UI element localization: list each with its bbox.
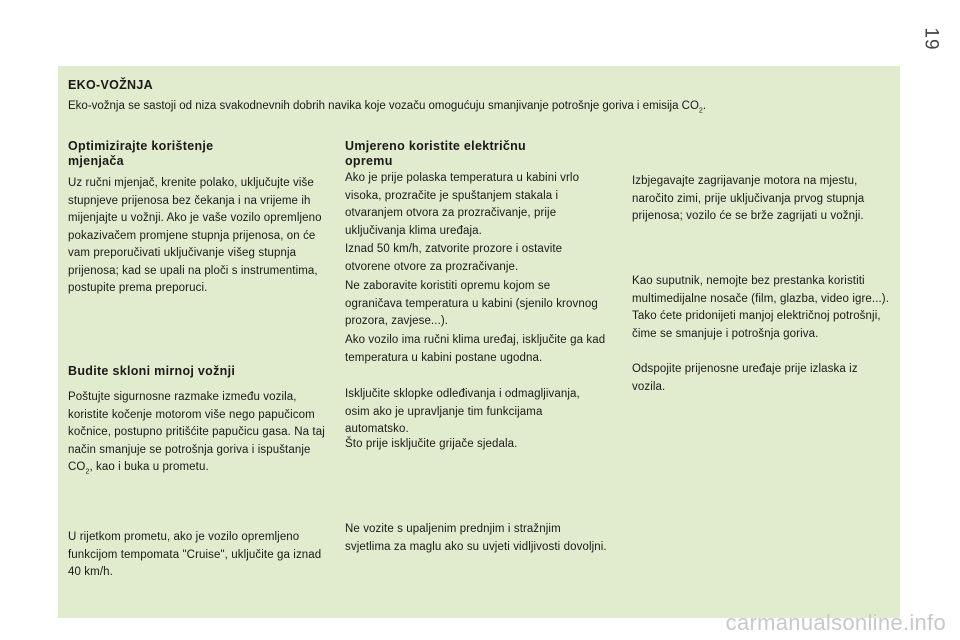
paragraph-seat-heaters: Što prije isključite grijače sjedala. bbox=[345, 438, 518, 450]
paragraph-windows: Iznad 50 km/h, zatvorite prozore i ostavite otvorene otvore za prozračivanje. bbox=[345, 243, 563, 273]
paragraph-demisting: Isključite sklopke odleđivanja i odmagljivanja, osim ako je upravljanje tim funkcijama automatsko. bbox=[345, 388, 580, 435]
paragraph-calm-driving-text: Poštujte sigurnosne razmake između vozila, koristite kočenje motorom više nego papučicom kočnice, postupno pritišćite papučicu gasa. Na taj način smanjuje se potrošnja goriva i ispuštanje CO bbox=[68, 391, 325, 473]
paragraph-calm-driving-end: , kao i buka u prometu. bbox=[89, 461, 209, 473]
paragraph-engine-warmup: Izbjegavajte zagrijavanje motora na mjestu, naročito zimi, prije uključivanja prvog stupnja prijenosa; vozilo će se brže zagrijati u vožnji. bbox=[632, 175, 865, 222]
paragraph-cruise: U rijetkom prometu, ako je vozilo opremljeno funkcijom tempomata "Cruise", uključite ga iznad 40 km/h. bbox=[68, 531, 322, 578]
heading-calm-driving: Budite skloni mirnoj vožnji bbox=[68, 364, 236, 378]
heading-gearbox-line-2: mjenjača bbox=[68, 154, 124, 168]
paragraph-gearbox: Uz ručni mjenjač, krenite polako, uključujte više stupnjeve prijenosa bez čekanja i na vrijeme ih mijenjajte u vožnji. Ako je vaše vozilo opremljeno pokazivačem promjene stupnja prijenosa, on će vam preporučivati uključivanje višeg stupnja prijenosa; kad se upali na ploči s instrumentima, postupite prema preporuci. bbox=[68, 177, 322, 294]
page-number: 19 bbox=[920, 27, 942, 51]
paragraph-calm-driving-subscript: 2 bbox=[85, 468, 90, 476]
paragraph-portable-devices: Odspojite prijenosne uređaje prije izlaska iz vozila. bbox=[632, 363, 858, 393]
paragraph-temperature-limiting: Ne zaboravite koristiti opremu kojom se ograničava temperatura u kabini (sjenilo krovnog prozora, zavjese...). bbox=[345, 280, 598, 327]
section-title: EKO-VOŽNJA bbox=[68, 78, 153, 92]
heading-gearbox bbox=[68, 139, 318, 169]
intro-end: . bbox=[702, 100, 707, 112]
heading-electrical-equipment bbox=[345, 139, 605, 169]
paragraph-multimedia: Kao suputnik, nemojte bez prestanka koristiti multimedijalne nosače (film, glazba, video igre...). Tako ćete pridonijeti manjoj električnoj potrošnji, čime se smanjuje i potrošnja goriva. bbox=[632, 275, 890, 340]
paragraph-fog-lights: Ne vozite s upaljenim prednjim i stražnjim svjetlima za maglu ako su uvjeti vidljivosti dovoljni. bbox=[345, 523, 607, 553]
intro-paragraph bbox=[68, 98, 888, 119]
watermark: carmanualsonline.info bbox=[725, 610, 946, 635]
paragraph-cabin-ventilation: Ako je prije polaska temperatura u kabini vrlo visoka, prozračite je spuštanjem stakala i otvaranjem otvora za prozračivanje, prije uključivanja klima uređaja. bbox=[345, 172, 580, 237]
heading-electrical-line-1: Umjereno koristite električnu bbox=[345, 139, 526, 153]
intro-subscript: 2 bbox=[698, 107, 703, 115]
paragraph-air-conditioning: Ako vozilo ima ručni klima uređaj, isključite ga kad temperatura u kabini postane ugodna. bbox=[345, 334, 606, 364]
paragraph-calm-driving bbox=[68, 389, 330, 481]
heading-gearbox-line-1: Optimizirajte korištenje bbox=[68, 139, 214, 153]
intro-text: Eko-vožnja se sastoji od niza svakodnevnih dobrih navika koje vozaču omogućuju smanjivanje potrošnje goriva i emisija CO bbox=[68, 100, 699, 112]
heading-electrical-line-2: opremu bbox=[345, 154, 393, 168]
